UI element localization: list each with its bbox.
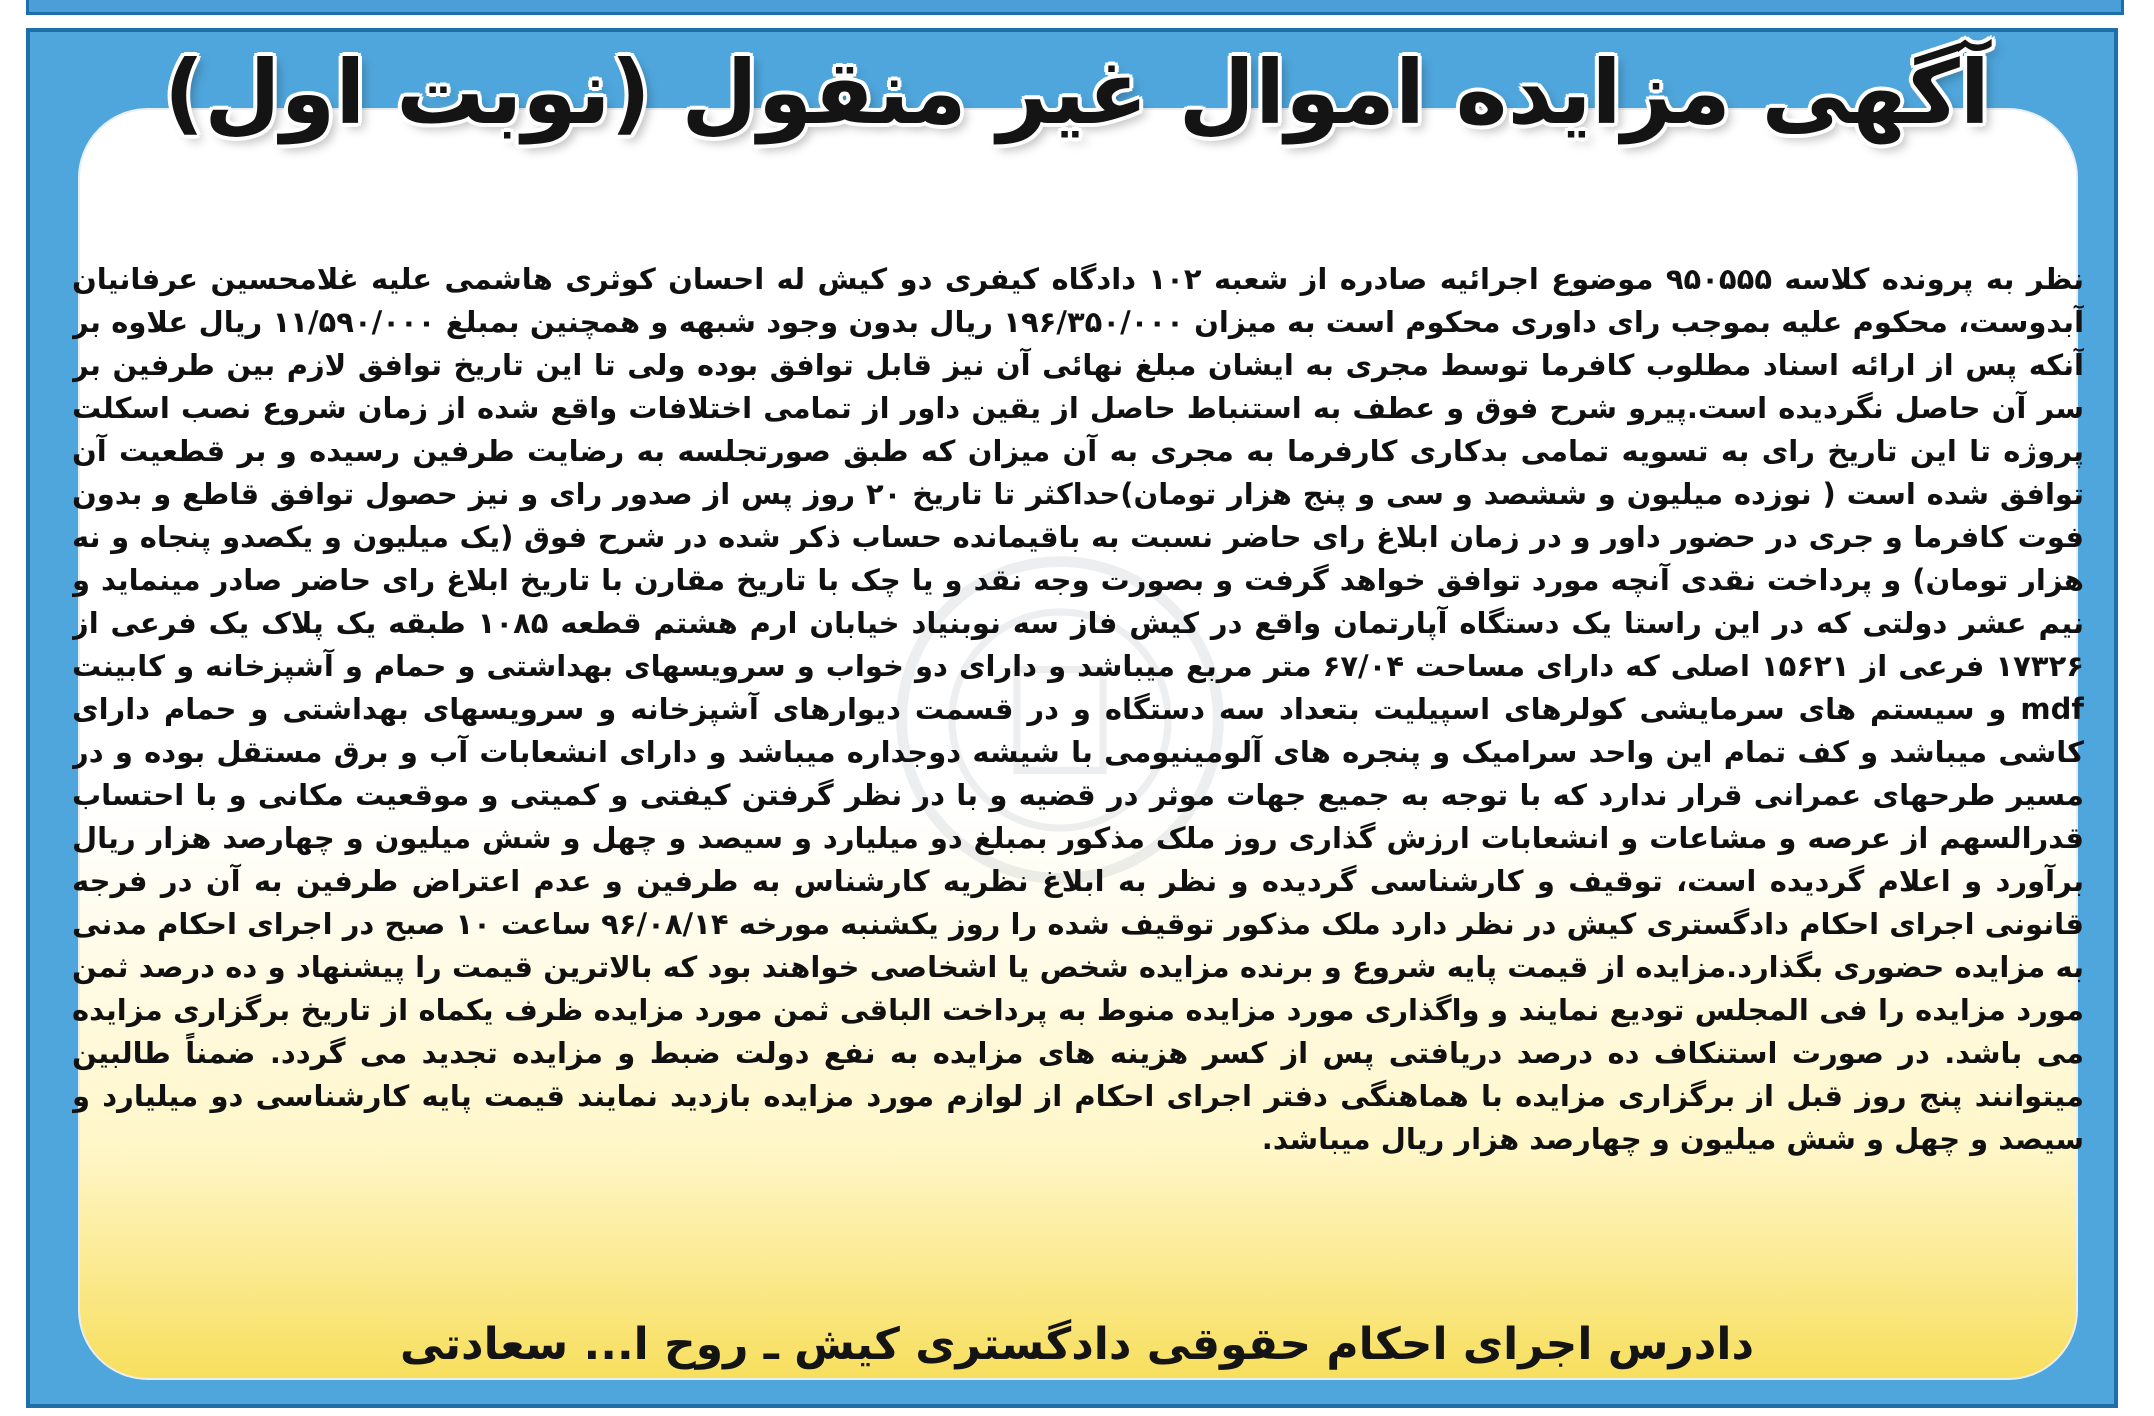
notice-body: [72, 258, 2084, 1288]
notice-body-paragraph: نظر به پرونده کلاسه ۹۵۰۵۵۵ موضوع اجرائیه صادره از شعبه ۱۰۲ دادگاه کیفری دو کیش له احسان کوثری هاشمی علیه غلامحسین عرفانیان آبدوست، محکوم علیه بموجب رای داوری محکوم است به میزان ۱۹۶/۳۵۰/۰۰۰ ریال بدون وجود شبهه و همچنین بمبلغ ۱۱/۵۹۰/۰۰۰ ریال علاوه بر آنکه پس از ارائه اسناد مطلوب کافرما توسط مجری به ایشان مبلغ نهائی آن نیز قابل توافق بوده ولی تا این تاریخ توافق لازم بین طرفین بر سر آن حاصل نگردیده است.پیرو شرح فوق و عطف به استنباط حاصل از یقین داور از تمامی اختلافات واقع شده از زمان شروع نصب اسکلت پروژه تا این تاریخ رای به تسویه تمامی بدکاری کارفرما به مجری به آن میزان که طبق صورتجلسه به رضایت طرفین رسیده و بر قطعیت آن توافق شده است ( نوزده میلیون و ششصد و سی و پنج هزار تومان)حداکثر تا تاریخ ۲۰ روز پس از صدور رای و نیز حصول توافق قاطع و بدون فوت کافرما و جری در حضور داور و در زمان ابلاغ رای حاضر نسبت به باقیمانده حساب ذکر شده در شرح فوق (یک میلیون و یکصدو پنجاه و نه هزار تومان) و پرداخت نقدی آنچه مورد توافق خواهد گرفت و بصورت وجه نقد و یا چک با تاریخ مقارن با تاریخ ابلاغ رای حاضر صادر مینماید و نیم عشر دولتی که در این راستا یک دستگاه آپارتمان واقع در کیش فاز سه نوبنیاد خیابان ارم هشتم قطعه ۱۰۸۵ طبقه یک پلاک یک فرعی از ۱۷۳۲۶ فرعی از ۱۵۶۲۱ اصلی که دارای مساحت ۶۷/۰۴ متر مربع میباشد و دارای دو خواب و سرویسهای بهداشتی و حمام و آشپزخانه و کابینت mdf و سیستم های سرمایشی کولرهای اسپیلیت بتعداد سه دستگاه و در قسمت دیوارهای آشپزخانه و سرویسهای بهداشتی و حمام دارای کاشی میباشد و کف تمام این واحد سرامیک و پنجره های آلومینیومی با شیشه دوجداره میباشد و دارای انشعابات آب و برق مستقل بوده و در مسیر طرحهای عمرانی قرار ندارد که با توجه به جمیع جهات موثر در قضیه و با در نظر گرفتن کیفتی و کمیتی و موقعیت مکانی و با احتساب قدرالسهم از عرصه و مشاعات و انشعابات ارزش گذاری روز ملک مذکور بمبلغ دو میلیارد و سیصد و چهل و شش میلیون و چهارصد هزار ریال برآورد و اعلام گردیده است، توقیف و کارشناسی گردیده و نظر به ابلاغ نظریه کارشناس به طرفین و عدم اعتراض طرفین به آن در فرجه قانونی اجرای احکام دادگستری کیش در نظر دارد ملک مذکور توقیف شده را روز یکشنبه مورخه ۹۶/۰۸/۱۴ ساعت ۱۰ صبح در اجرای احکام مدنی به مزایده حضوری بگذارد.مزایده از قیمت پایه شروع و برنده مزایده شخص یا اشخاصی خواهند بود که بالاترین قیمت را پیشنهاد و ده درصد ثمن مورد مزایده را فی المجلس تودیع نمایند و واگذاری مورد مزایده منوط به پرداخت الباقی ثمن مورد مزایده ظرف یکماه از تاریخ برگزاری مزایده می باشد. در صورت استنکاف ده درصد دریافتی پس از کسر هزینه های مزایده به نفع دولت ضبط و مزایده تجدید می گردد. ضمناً طالبین میتوانند پنج روز قبل از برگزاری مزایده با هماهنگی دفتر اجرای احکام از لوازم مورد مزایده بازدید نمایند قیمت پایه کارشناسی دو میلیارد و سیصد و چهل و شش میلیون و چهارصد هزار ریال میباشد.: [72, 262, 2084, 1156]
top-strip: [26, 0, 2124, 15]
notice-signature: دادرس اجرای احکام حقوقی دادگستری کیش ـ روح ا... سعادتی: [399, 1319, 1755, 1370]
notice-title: آگهی مزایده اموال غیر منقول (نوبت اول): [164, 41, 1990, 144]
